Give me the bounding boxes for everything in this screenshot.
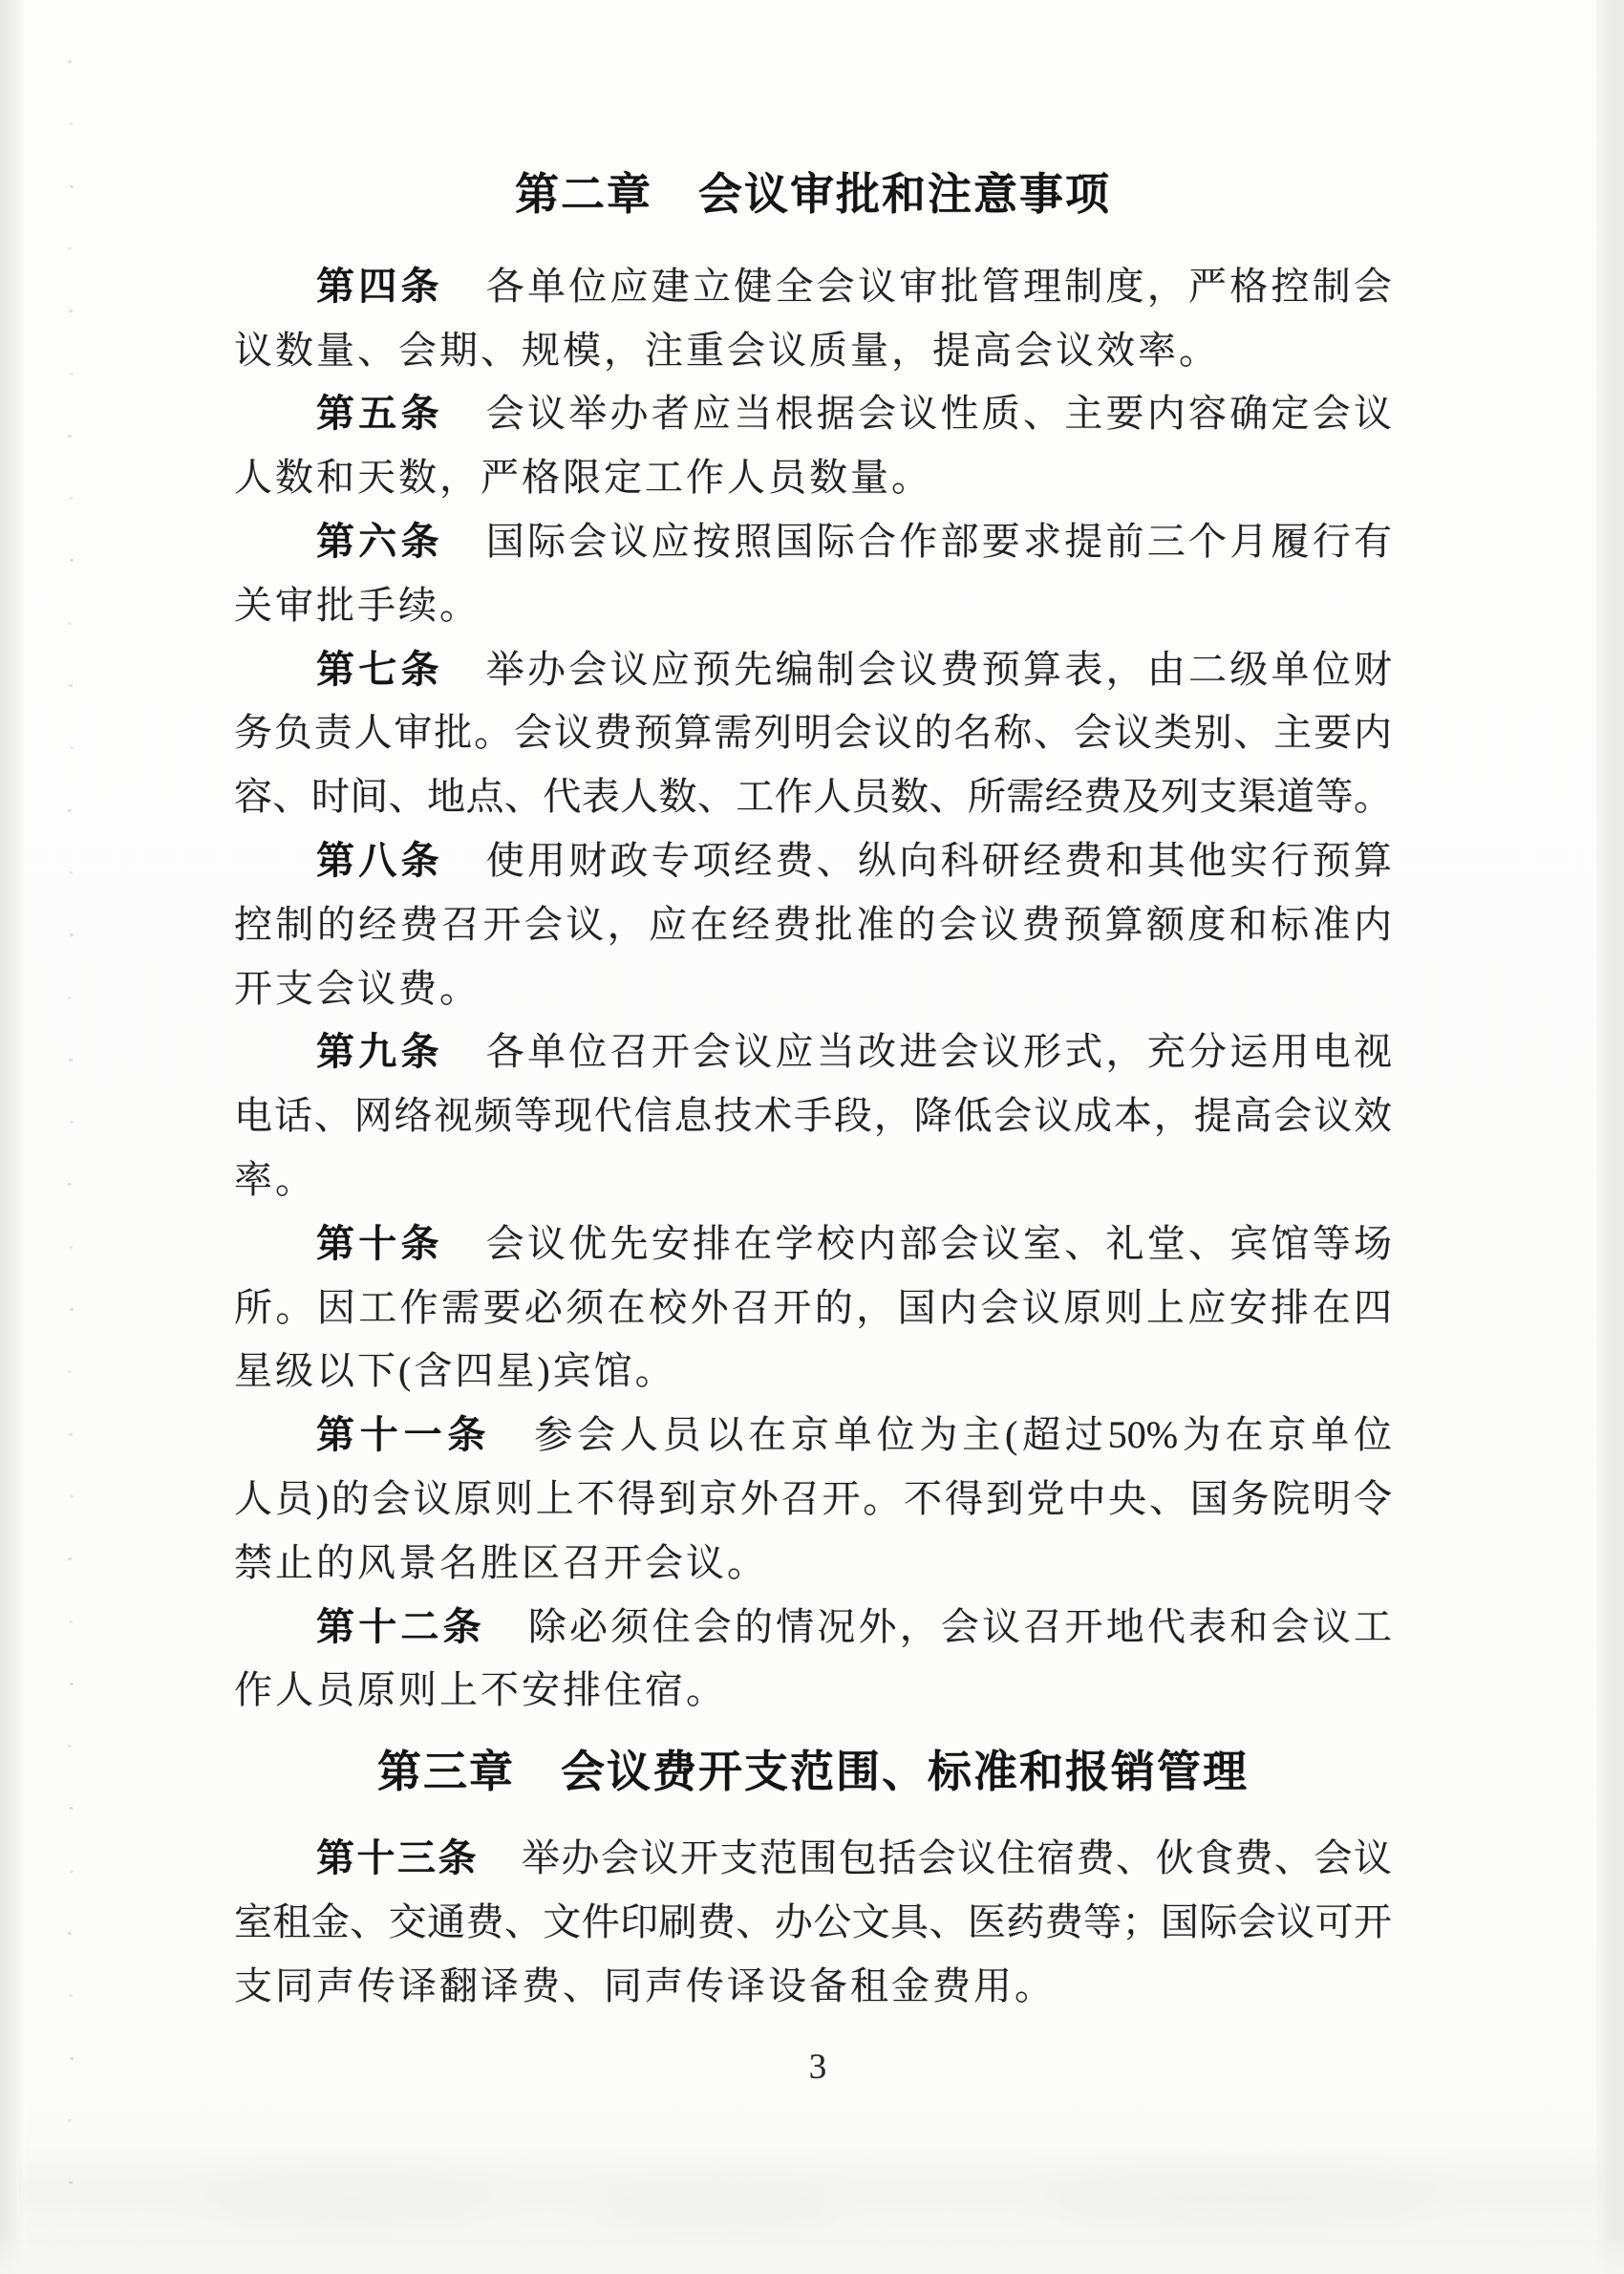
paragraph-line: 作人员原则上不安排住宿。 [234,1668,727,1712]
article-number-label: 第七条 [316,648,443,691]
paragraph-text: 举办会议应预先编制会议费预算表，由二级单位财 [485,647,1392,691]
paragraph-line: 容、时间、地点、代表人数、工作人员数、所需经费及列支渠道等。 [234,775,1392,819]
scan-speckle [68,997,72,999]
chapter-heading: 第二章 会议审批和注意事项 [515,169,1111,219]
paragraph-first-line [234,510,1392,574]
paragraph-line: 人数和天数，严格限定工作人员数量。 [234,456,932,500]
paragraph-line: 开支会议费。 [234,966,481,1010]
scan-speckle [68,809,72,812]
article-number-label: 第十一条 [316,1414,492,1457]
paragraph-line: 率。 [234,1157,316,1201]
scan-speckle [69,1433,73,1436]
scan-speckle [70,559,74,562]
paragraph-line: 控制的经费召开会议，应在经费批准的会议费预算额度和标准内 [234,902,1392,946]
paragraph-line: 支同声传译翻译费、同声传译设备租金费用。 [234,1963,1056,2007]
scan-speckle [70,1121,74,1124]
scan-speckle [68,2119,72,2122]
paragraph-line: 所。因工作需要必须在校外召开的，国内会议原则上应安排在四 [234,1285,1392,1329]
scan-speckle [68,1370,72,1373]
scan-speckle [68,1932,72,1935]
scan-speckle [69,310,73,312]
scan-speckle [70,1308,74,1311]
scan-speckle [69,1059,73,1062]
paragraph-text: 会议举办者应当根据会议性质、主要内容确定会议 [485,392,1392,436]
scan-speckle [68,60,72,63]
scan-speckle [70,2057,74,2060]
paragraph-first-line [234,1020,1392,1084]
paragraph-line: 星级以下(含四星)宾馆。 [234,1349,676,1393]
scan-speckle [68,435,72,438]
scan-smudge [201,2167,497,2234]
scan-speckle [69,122,73,125]
paragraph-first-line [234,1404,1392,1468]
paragraph-first-line [234,255,1392,319]
paragraph-line: 关审批手续。 [234,583,481,627]
paragraph-first-line [234,1596,1392,1660]
scan-speckle [68,1557,72,1560]
scan-speckle [69,1246,73,1249]
scan-speckle [70,1495,74,1498]
paragraph-text: 使用财政专项经费、纵向科研经费和其他实行预算 [485,838,1392,882]
scan-speckle [69,1994,73,1997]
paragraph-line: 电话、网络视频等现代信息技术手段，降低会议成本，提高会议效 [234,1094,1392,1138]
paragraph-text: 举办会议开支范围包括会议住宿费、伙食费、会议 [521,1835,1392,1879]
paragraph-first-line [234,638,1392,702]
scan-speckle [68,247,72,250]
paragraph-first-line [234,382,1392,446]
article-number-label: 第十二条 [316,1605,485,1648]
scan-smudge [1041,2163,1442,2236]
scan-speckle [68,1183,72,1186]
paragraph-text: 参会人员以在京单位为主(超过50%为在京单位 [534,1413,1392,1457]
page-body [234,162,1392,2018]
paragraph-text: 会议优先安排在学校内部会议室、礼堂、宾馆等场 [485,1221,1392,1265]
paragraph-line: 人员)的会议原则上不得到京外召开。不得到党中央、国务院明令 [234,1476,1392,1520]
paragraph-first-line [234,1827,1392,1891]
scan-speckle [68,622,72,625]
page-number: 3 [808,2048,827,2087]
scan-speckle [69,684,73,687]
article-number-label: 第五条 [316,393,443,436]
article-number-label: 第八条 [316,839,443,882]
article-number-label: 第十三条 [316,1836,479,1879]
scan-bottom-edge [0,2240,1624,2274]
paragraph-line: 议数量、会期、规模，注重会议质量，提高会议效率。 [234,328,1220,372]
scan-speckle [69,1620,73,1623]
paragraph-line: 务负责人审批。会议费预算需列明会议的名称、会议类别、主要内 [234,711,1392,755]
paragraph-first-line [234,1212,1392,1276]
paragraph-text: 各单位应建立健全会议审批管理制度，严格控制会 [485,264,1392,308]
article-number-label: 第四条 [316,265,443,308]
paragraph-text: 各单位召开会议应当改进会议形式，充分运用电视 [485,1030,1392,1074]
scan-speckle [69,1807,73,1810]
scan-speckle [70,746,74,749]
paragraph-line: 室租金、交通费、文件印刷费、办公文具、医药费等；国际会议可开 [234,1899,1392,1943]
paragraph-text: 除必须住会的情况外，会议召开地代表和会议工 [527,1604,1392,1648]
scan-speckle [69,497,73,500]
chapter-heading: 第三章 会议费开支范围、标准和报销管理 [377,1747,1249,1797]
article-number-label: 第九条 [316,1031,443,1074]
scan-smudge [592,2180,841,2240]
scan-speckle [70,373,74,375]
article-number-label: 第六条 [316,520,443,563]
paragraph-text: 国际会议应按照国际合作部要求提前三个月履行有 [485,519,1392,563]
scan-edge-left [0,0,25,2274]
scan-edge-right [1596,0,1624,2274]
paragraph-line: 禁止的风景名胜区召开会议。 [234,1540,768,1584]
paragraph-first-line [234,829,1392,893]
article-number-label: 第十条 [316,1222,443,1265]
scan-speckle [70,185,74,188]
scan-speckle [70,1870,74,1873]
scan-speckle [70,933,74,936]
scan-speckle [69,871,73,874]
scan-speckle [68,1745,72,1748]
scan-speckle [70,1683,74,1685]
